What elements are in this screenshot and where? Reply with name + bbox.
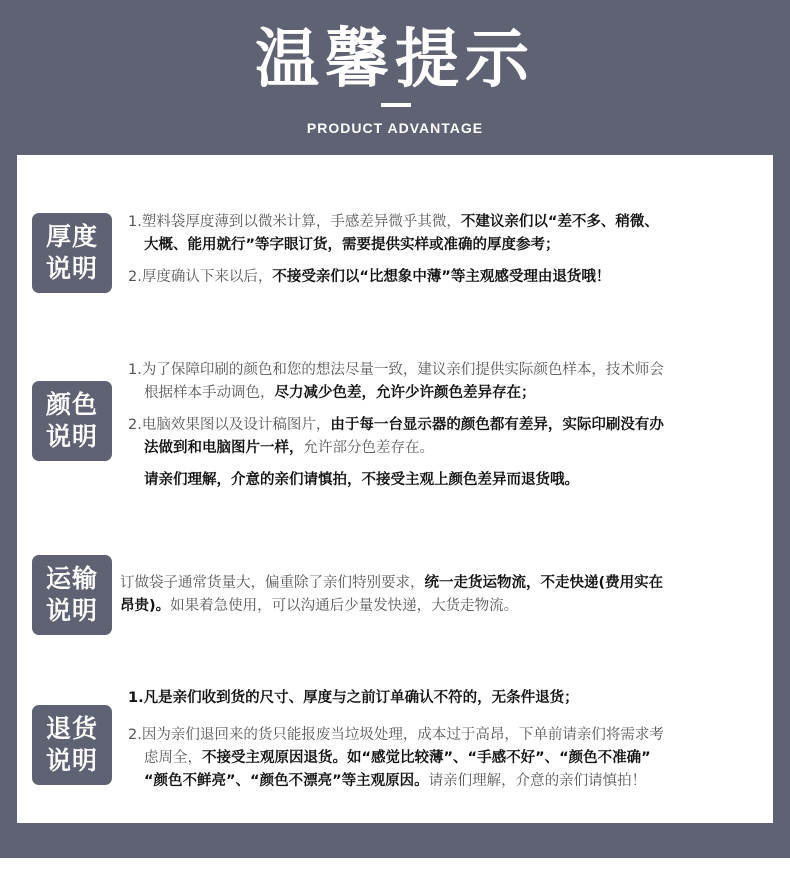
text-line bbox=[120, 572, 768, 595]
section-badge-color bbox=[32, 381, 112, 461]
badge-line-2: 说明 bbox=[45, 596, 98, 625]
section-content bbox=[128, 211, 768, 298]
text-line bbox=[128, 211, 768, 234]
section-content bbox=[128, 359, 768, 492]
header bbox=[0, 0, 790, 155]
text-run: 根据样本手动调色， bbox=[144, 385, 275, 401]
text-run-bold: 昂贵)。 bbox=[120, 598, 171, 614]
page-subtitle: PRODUCT ADVANTAGE bbox=[306, 120, 484, 136]
list-item bbox=[128, 724, 768, 793]
text-line bbox=[128, 747, 768, 770]
text-run-bold: 1.凡是亲们收到货的尺寸、厚度与之前订单确认不符的，无条件退货； bbox=[128, 690, 579, 706]
text-line bbox=[128, 382, 768, 405]
text-line bbox=[128, 266, 768, 289]
list-item bbox=[128, 211, 768, 257]
badge-line-1: 颜色 bbox=[45, 390, 98, 419]
section-content bbox=[120, 572, 768, 627]
text-run: 2.电脑效果图以及设计稿图片， bbox=[128, 417, 331, 433]
text-line bbox=[128, 234, 768, 257]
text-run: 虑周全， bbox=[144, 750, 202, 766]
text-run-bold: 不接受亲们以“比想象中薄”等主观感受理由退货哦！ bbox=[272, 269, 611, 285]
list-item bbox=[128, 414, 768, 460]
text-line bbox=[128, 724, 768, 747]
text-run: 1.为了保障印刷的颜色和您的想法尽量一致，建议亲们提供实际颜色样本，技术师会 bbox=[128, 362, 664, 378]
page-title: 温馨提示 bbox=[255, 23, 535, 97]
badge-line-2: 说明 bbox=[45, 254, 98, 283]
text-run: 允许部分色差存在。 bbox=[303, 440, 434, 456]
badge-line-1: 退货 bbox=[45, 714, 98, 743]
text-run-bold: 法做到和电脑图片一样， bbox=[144, 440, 304, 456]
list-item bbox=[120, 572, 768, 618]
text-run-bold: 统一走货运物流，不走快递(费用实在 bbox=[424, 575, 664, 591]
text-run: 订做袋子通常货量大，偏重除了亲们特别要求， bbox=[120, 575, 425, 591]
text-line bbox=[128, 359, 768, 382]
badge-line-2: 说明 bbox=[45, 422, 98, 451]
content-panel bbox=[17, 155, 773, 823]
text-run-bold: 尽力减少色差，允许少许颜色差异存在； bbox=[274, 385, 536, 401]
text-run-bold: 不接受主观原因退货。如“感觉比较薄”、“手感不好”、“颜色不准确” bbox=[202, 750, 651, 766]
text-run-bold: 大概、能用就行”等字眼订货，需要提供实样或准确的厚度参考； bbox=[144, 237, 560, 253]
list-item bbox=[128, 266, 768, 289]
text-run: 请亲们理解，介意的亲们请慎拍！ bbox=[428, 773, 647, 789]
text-run: 2.因为亲们退回来的货只能报废当垃圾处理，成本过于高昂，下单前请亲们将需求考 bbox=[128, 727, 664, 743]
section-badge-thickness bbox=[32, 213, 112, 293]
list-item bbox=[128, 359, 768, 405]
text-run-bold: 不建议亲们以“差不多、稍微、 bbox=[460, 214, 659, 230]
text-line bbox=[128, 437, 768, 460]
badge-line-1: 厚度 bbox=[45, 222, 98, 251]
title-divider bbox=[381, 103, 411, 107]
text-run: 1.塑料袋厚度薄到以微米计算，手感差异微乎其微， bbox=[128, 214, 461, 230]
text-line bbox=[128, 687, 768, 710]
text-run-bold: 由于每一台显示器的颜色都有差异，实际印刷没有办 bbox=[330, 417, 664, 433]
text-run: 如果着急使用，可以沟通后少量发快递，大货走物流。 bbox=[170, 598, 519, 614]
section-content bbox=[128, 687, 768, 802]
section-badge-shipping bbox=[32, 555, 112, 635]
text-line bbox=[120, 595, 768, 618]
badge-line-2: 说明 bbox=[45, 746, 98, 775]
list-item bbox=[128, 687, 768, 710]
badge-line-1: 运输 bbox=[45, 564, 98, 593]
section-note: 请亲们理解，介意的亲们请慎拍，不接受主观上颜色差异而退货哦。 bbox=[144, 472, 579, 488]
text-line bbox=[128, 414, 768, 437]
text-run-bold: “颜色不鲜亮”、“颜色不漂亮”等主观原因。 bbox=[144, 773, 429, 789]
section-badge-returns bbox=[32, 705, 112, 785]
text-run: 2.厚度确认下来以后， bbox=[128, 269, 273, 285]
text-line bbox=[128, 770, 768, 793]
